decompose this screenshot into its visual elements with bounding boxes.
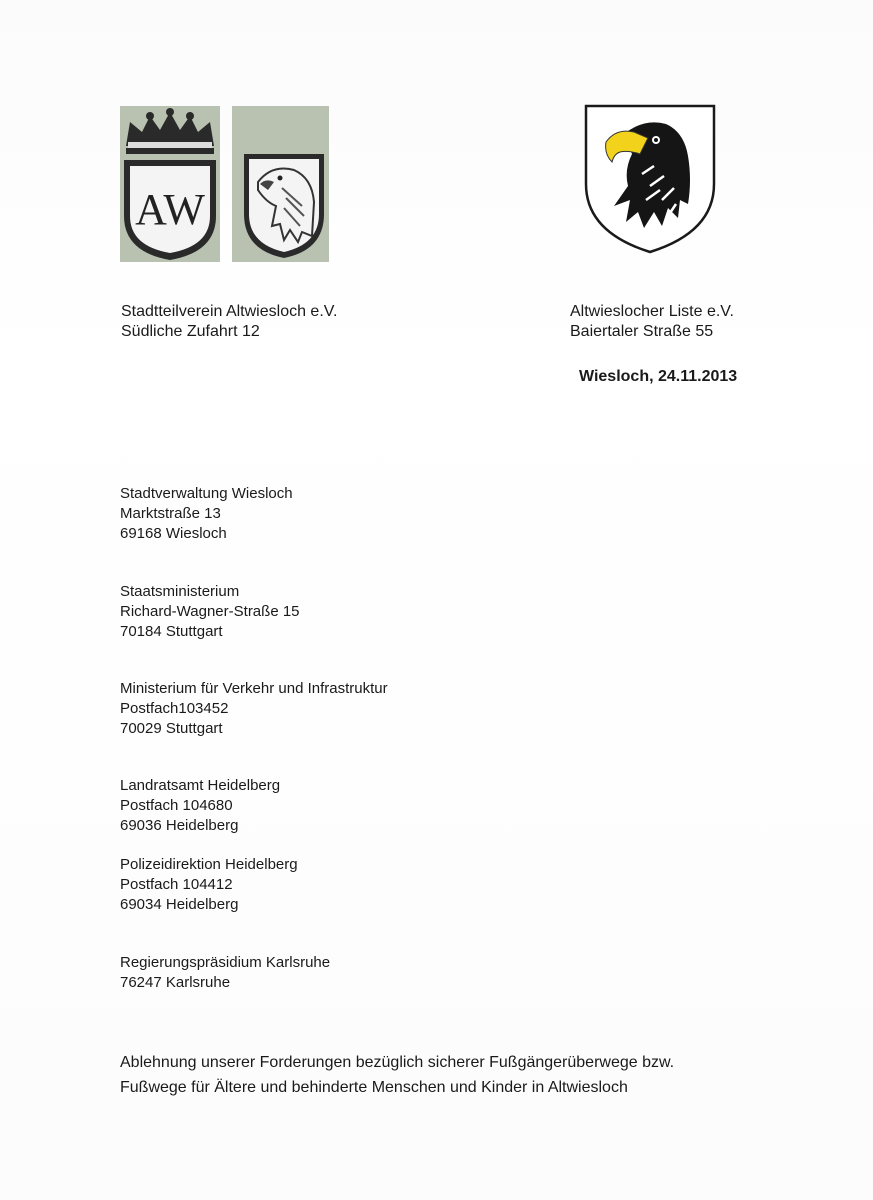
- recipient-line: Staatsministerium: [120, 583, 240, 600]
- letter-subject: [120, 1050, 674, 1100]
- recipient-address: [120, 679, 388, 739]
- recipient-line: 70029 Stuttgart: [120, 720, 223, 737]
- sender-right-block: [570, 302, 734, 342]
- shield-monogram: AW: [135, 185, 205, 234]
- recipient-line: Postfach 104680: [120, 797, 233, 814]
- recipient-line: Landratsamt Heidelberg: [120, 777, 281, 794]
- subject-line-1: Ablehnung unserer Forderungen bezüglich sicherer Fußgängerüberwege bzw.: [120, 1054, 675, 1071]
- sender-right-name: Altwieslocher Liste e.V.: [570, 303, 734, 320]
- recipient-line: 70184 Stuttgart: [120, 623, 223, 640]
- sender-left-street: Südliche Zufahrt 12: [121, 323, 260, 340]
- recipient-line: Richard-Wagner-Straße 15: [120, 603, 300, 620]
- recipient-line: 69036 Heidelberg: [120, 817, 239, 834]
- sender-right-street: Baiertaler Straße 55: [570, 323, 714, 340]
- recipient-address: [120, 855, 298, 915]
- crowned-shield-icon: [120, 106, 220, 262]
- sender-left-block: [121, 302, 337, 342]
- eagle-crest-logo: [584, 104, 716, 254]
- recipient-address: [120, 776, 280, 836]
- subject-line-2: Fußwege für Ältere und behinderte Menschen und Kinder in Altwiesloch: [120, 1079, 628, 1096]
- recipient-line: Polizeidirektion Heidelberg: [120, 856, 298, 873]
- recipient-line: Postfach 104412: [120, 876, 233, 893]
- recipient-line: 76247 Karlsruhe: [120, 974, 231, 991]
- eagle-shield-icon: [232, 106, 329, 262]
- recipient-address: [120, 484, 293, 544]
- recipient-line: Stadtverwaltung Wiesloch: [120, 485, 293, 502]
- sender-left-name: Stadtteilverein Altwiesloch e.V.: [121, 303, 338, 320]
- eagle-crest-icon: [584, 104, 716, 254]
- recipient-address: [120, 582, 300, 642]
- letter-date: Wiesloch, 24.11.2013: [579, 368, 738, 385]
- recipient-line: Ministerium für Verkehr und Infrastruktur: [120, 680, 388, 697]
- recipient-line: 69168 Wiesloch: [120, 525, 227, 542]
- recipient-address: [120, 953, 330, 993]
- recipient-line: Marktstraße 13: [120, 505, 221, 522]
- recipient-line: Postfach103452: [120, 700, 229, 717]
- recipient-line: 69034 Heidelberg: [120, 896, 239, 913]
- crowned-shield-logo: [120, 106, 220, 262]
- eagle-shield-logo: [232, 106, 329, 262]
- recipient-line: Regierungspräsidium Karlsruhe: [120, 954, 331, 971]
